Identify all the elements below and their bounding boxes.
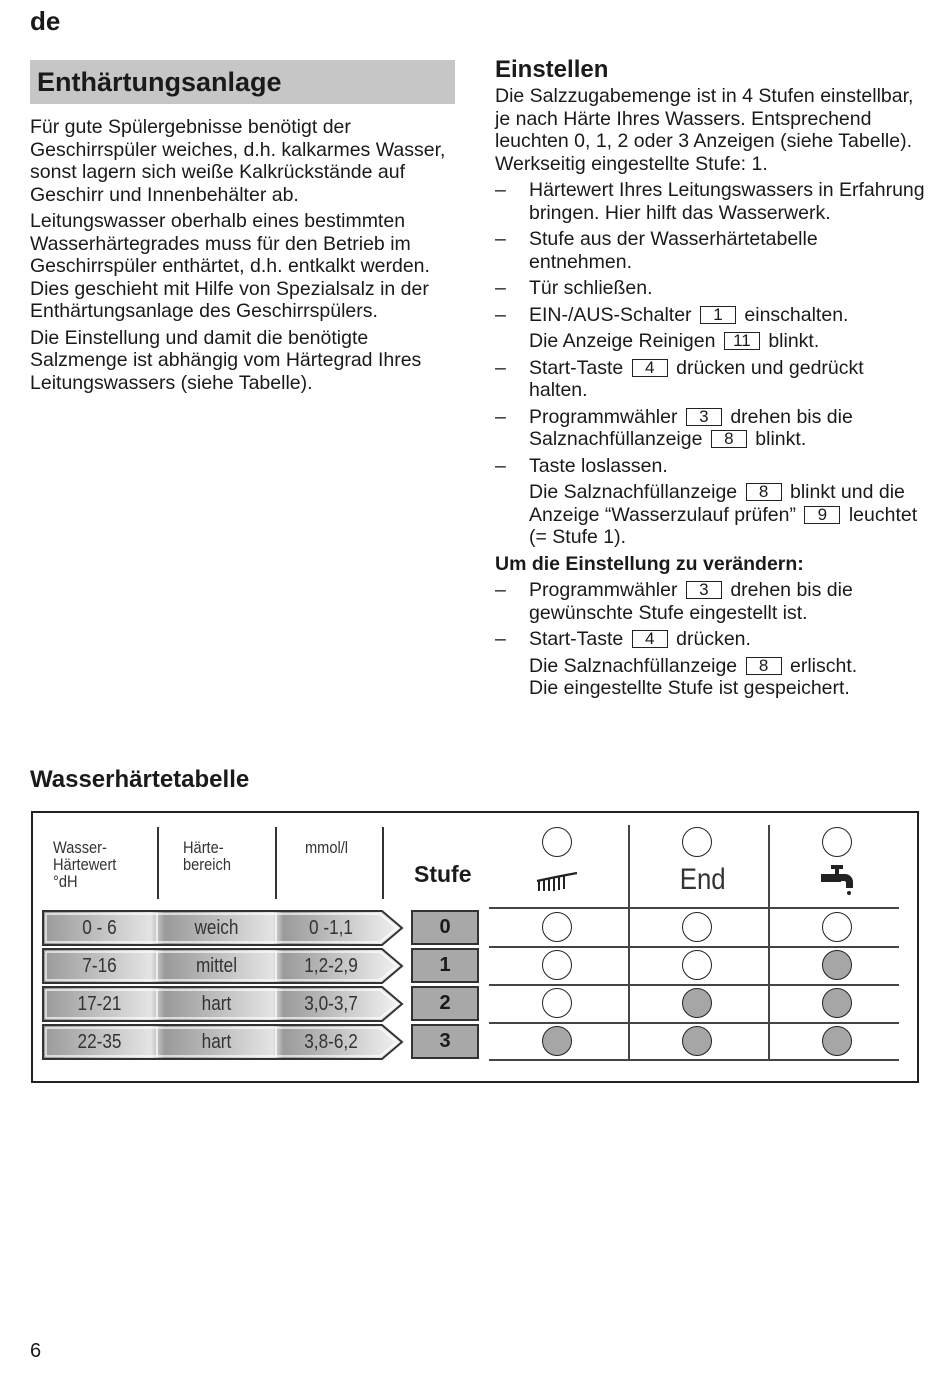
key-reference: 11 [724,332,760,350]
step: – Start-Taste 4 drücken und gedrückt halten. [495,356,864,401]
divider [489,1059,899,1061]
indicator-off [542,988,572,1018]
indicator-off [682,950,712,980]
indicator-off [682,912,712,942]
divider [628,825,630,1059]
step: – Taste loslassen. Die Salznachfüllanzeige 8 blinkt und die Anzeige “Wasserzulauf prüfen” 9 leuchtet (= Stufe 1). [495,454,918,548]
key-reference: 3 [686,408,722,426]
divider [275,827,277,899]
key-reference: 1 [700,306,736,324]
change-title: Um die Einstellung zu verändern: [495,552,804,575]
key-reference: 8 [711,430,747,448]
end-label: End [679,863,726,896]
cell-range: hart [201,993,232,1015]
indicator-off [542,912,572,942]
settings-intro: Die Salzzugabemenge ist in 4 Stufen einstellbar, je nach Härte Ihres Wassers. Entsprechend leuchten 0, 1, 2 oder 3 Anzeigen (siehe Tabelle). Werkseitig eingestellte Stufe: 1. [495,85,914,175]
indicator-off [542,950,572,980]
table-row [42,910,402,946]
settings-title: Einstellen [495,56,609,83]
indicator-lit [682,988,712,1018]
indicator-lit [682,1026,712,1056]
table-row [42,948,402,984]
indicator-off [822,912,852,942]
divider [768,825,770,1059]
step: – Start-Taste 4 drücken. Die Salznachfüllanzeige 8 erlischt. Die eingestellte Stufe ist gespeichert. [495,628,858,699]
divider [489,907,899,909]
cell-range: mittel [195,955,238,977]
stufe-box: 1 [411,948,479,983]
faucet-icon [819,863,857,895]
language-code: de [30,6,61,36]
left-column [30,60,455,398]
header-mmol: mmol/l [305,838,349,857]
paragraph: Leitungswasser oberhalb eines bestimmten Wasserhärtegrades muss für den Betrieb im Geschirrspüler enthärtet, d.h. entkalkt werden. Dies geschieht mit Hilfe von Spezialsalz in der Enthärtungsanlage des Geschirrspülers. [30,210,430,322]
section-title: Enthärtungsanlage [30,60,455,104]
table-row [42,986,402,1022]
indicator-header-circle [682,827,712,857]
divider [489,946,899,948]
right-column [495,55,925,704]
divider [157,827,159,899]
stufe-box: 2 [411,986,479,1021]
paragraph: Die Einstellung und damit die benötigte Salzmenge ist abhängig vom Härtegrad Ihres Leitungswassers (siehe Tabelle). [30,326,422,394]
stufe-box: 0 [411,910,479,945]
cell-range: hart [201,1031,232,1053]
key-reference: 3 [686,581,722,599]
indicator-header-circle [822,827,852,857]
indicator-lit [822,988,852,1018]
cell-hardness: 22-35 [77,1031,122,1053]
header-hardness: Wasser- Härtewert °dH [53,838,117,891]
step: – Härtewert Ihres Leitungswassers in Erfahrung bringen. Hier hilft das Wasserwerk. [495,179,925,224]
cell-mmol: 0 -1,1 [309,917,353,939]
paragraph: Für gute Spülergebnisse benötigt der Geschirrspüler weiches, d.h. kalkarmes Wasser, sonst lagern sich weiße Kalkrückstände auf Geschirr und Innenbehälter ab. [30,116,446,206]
table-title: Wasserhärtetabelle [30,766,250,793]
cell-mmol: 1,2-2,9 [304,955,358,977]
cell-hardness: 0 - 6 [82,917,117,939]
cell-hardness: 7-16 [82,955,117,977]
table-row [42,1024,402,1060]
cell-mmol: 3,8-6,2 [304,1031,358,1053]
key-reference: 8 [746,657,782,675]
key-reference: 4 [632,630,668,648]
stufe-box: 3 [411,1024,479,1059]
step: – EIN-/AUS-Schalter 1 einschalten. Die Anzeige Reinigen 11 blinkt. [495,303,849,352]
cell-mmol: 3,0-3,7 [304,993,358,1015]
cell-range: weich [194,917,239,939]
divider [489,1022,899,1024]
hardness-table [31,811,919,1083]
step: – Programmwähler 3 drehen bis die Salznachfüllanzeige 8 blinkt. [495,405,853,450]
step: – Programmwähler 3 drehen bis die gewünschte Stufe eingestellt ist. [495,579,853,624]
page-number: 6 [30,1340,42,1362]
indicator-lit [822,950,852,980]
key-reference: 8 [746,483,782,501]
indicator-lit [542,1026,572,1056]
indicator-header-circle [542,827,572,857]
divider [382,827,384,899]
brush-icon [535,869,581,895]
cell-hardness: 17-21 [77,993,122,1015]
step: – Tür schließen. [495,277,653,299]
step: – Stufe aus der Wasserhärtetabelle entnehmen. [495,228,818,273]
key-reference: 9 [804,506,840,524]
divider [489,984,899,986]
key-reference: 4 [632,359,668,377]
header-range: Härte- bereich [183,838,231,874]
indicator-lit [822,1026,852,1056]
header-stufe: Stufe [414,861,472,887]
